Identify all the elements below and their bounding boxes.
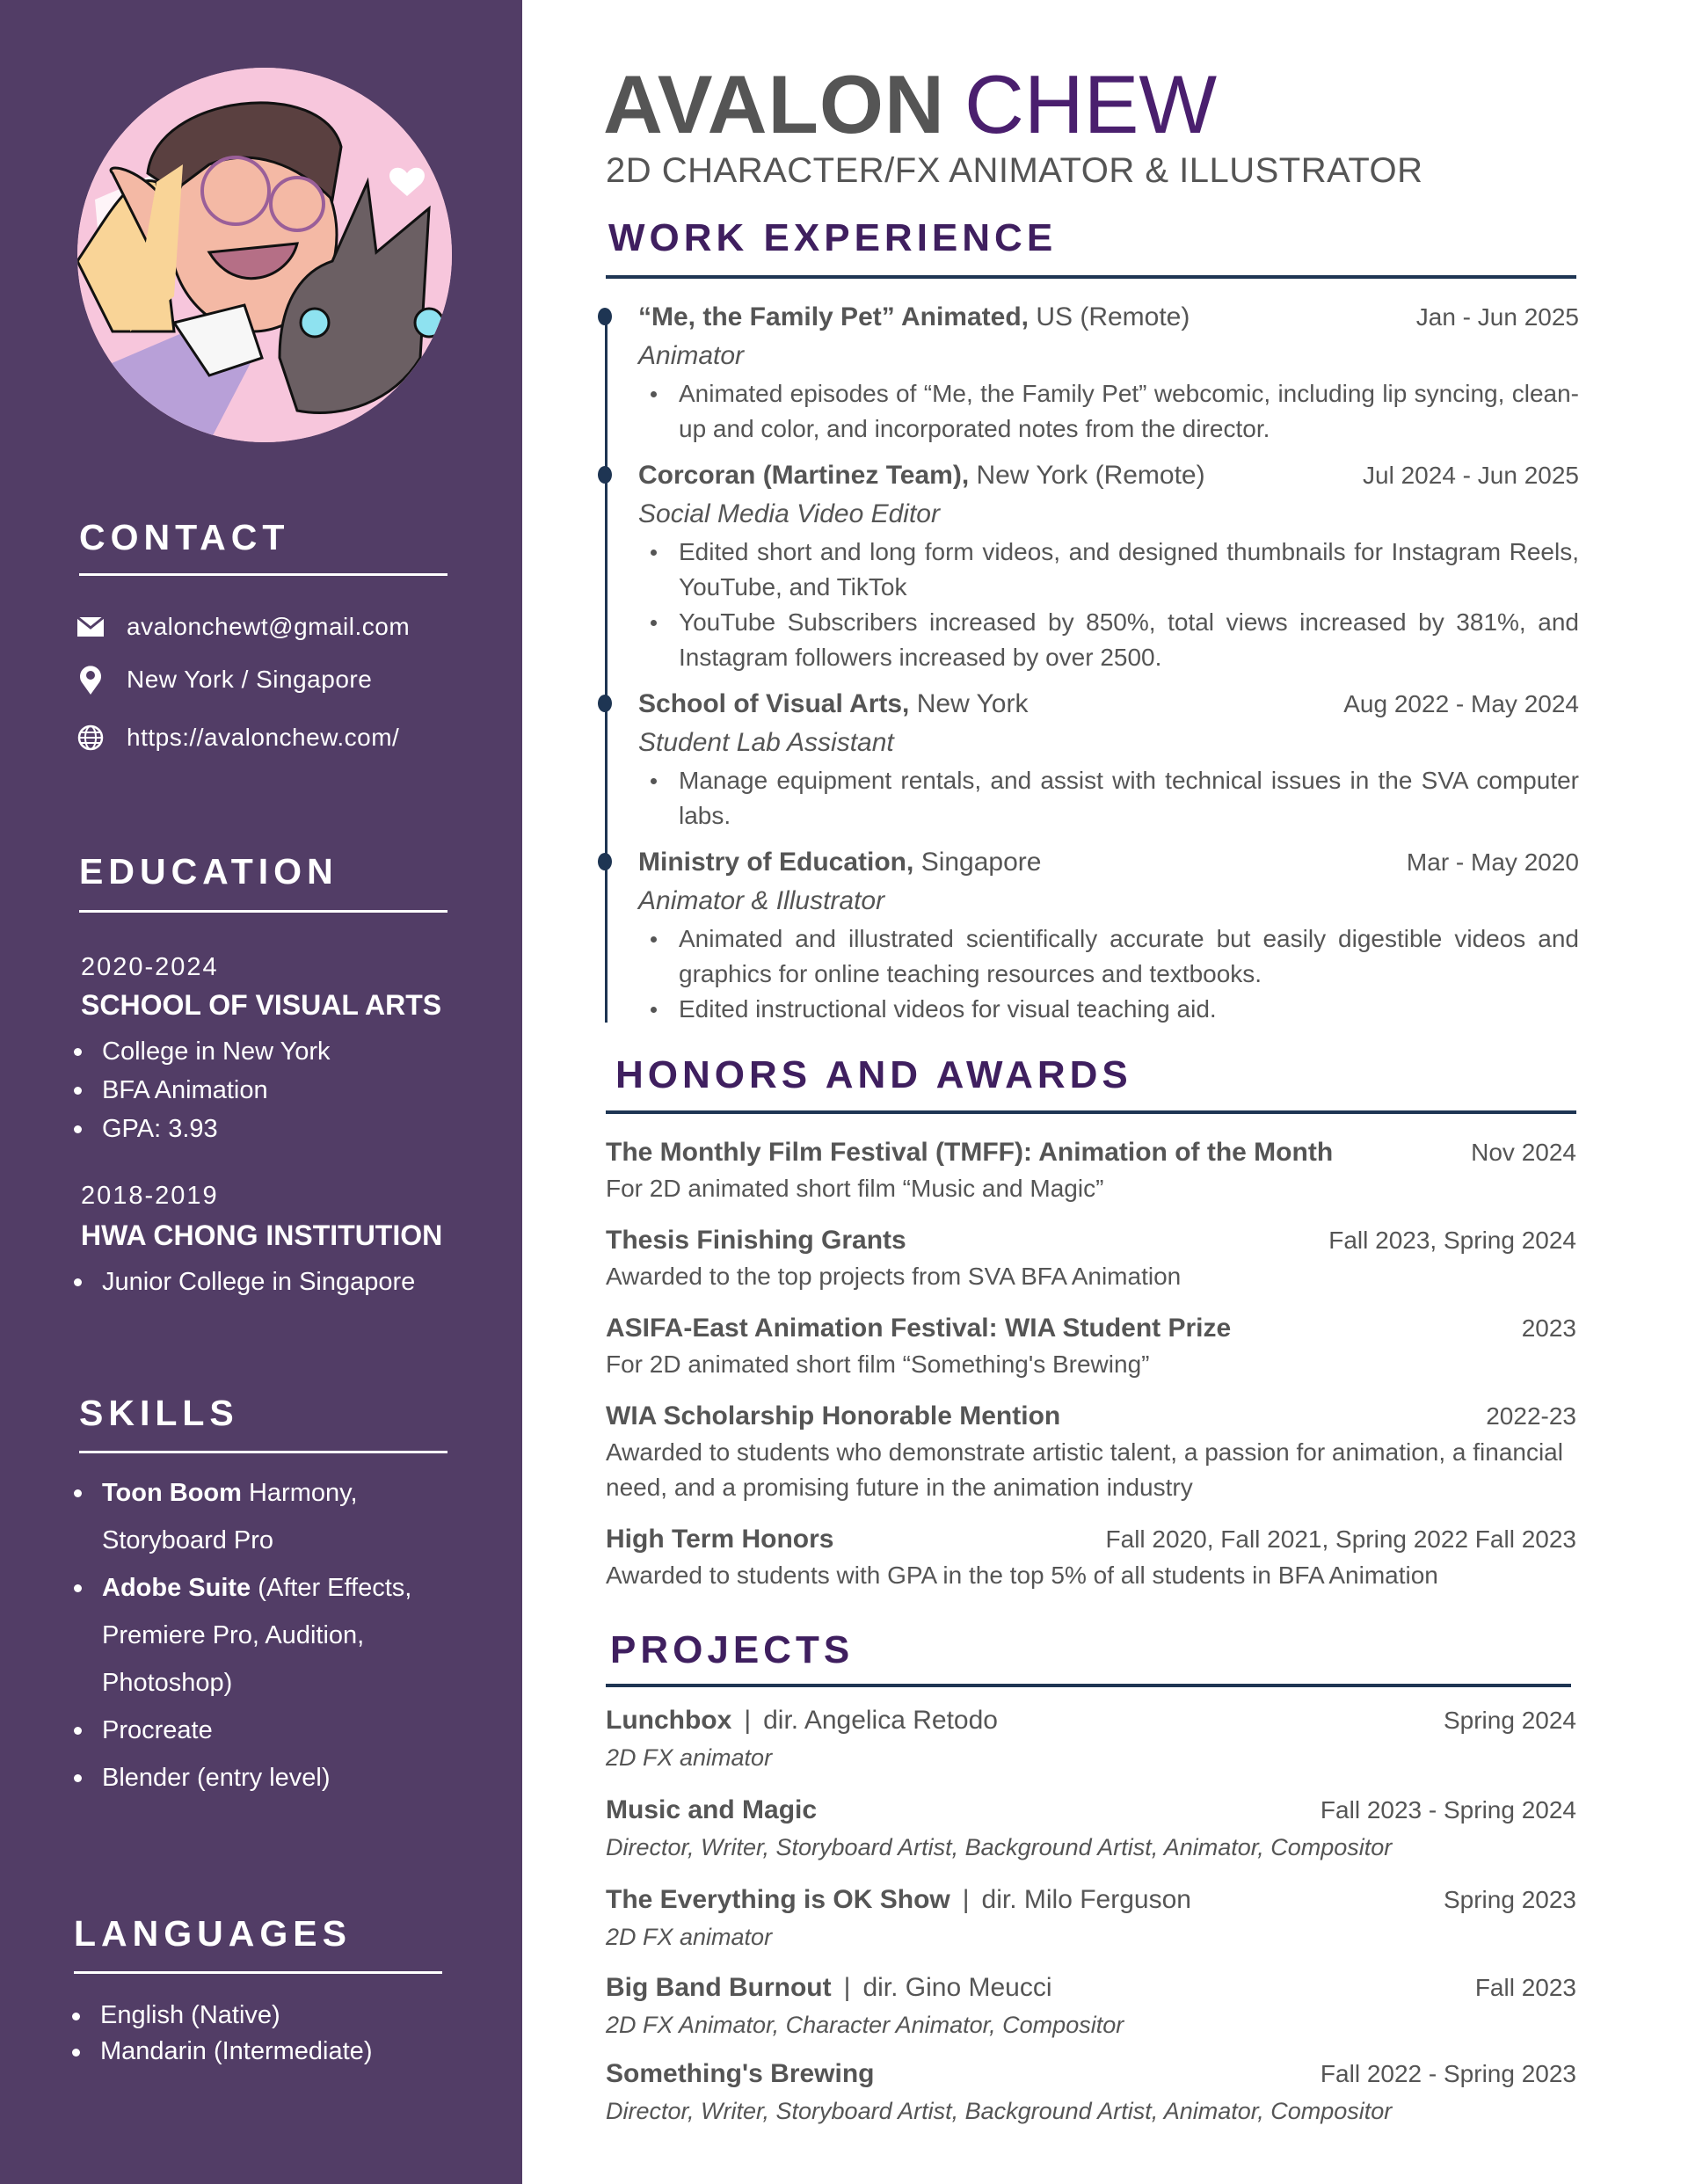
employer-name: Corcoran (Martinez Team),: [638, 461, 970, 490]
honor-title: High Term Honors: [606, 1525, 834, 1554]
timeline-dot: [598, 308, 612, 325]
skill-detail: (After Effects,: [251, 1574, 412, 1602]
work-entry-header: [638, 457, 1579, 494]
languages-divider: [74, 1971, 442, 1974]
project-roles: 2D FX animator: [606, 1744, 773, 1771]
work-bullet: Animated and illustrated scientifically accurate but easily digestible videos and graphics for online teaching resources and textbooks.: [638, 921, 1579, 992]
education-details-list: [70, 1032, 331, 1148]
project-title-line: [606, 2056, 875, 2093]
work-bullets: [638, 376, 1579, 447]
work-entry-org-line: [638, 299, 1190, 336]
skill-detail: Blender (entry level): [102, 1764, 331, 1792]
education-heading: EDUCATION: [79, 851, 338, 892]
skill-item: [70, 1707, 411, 1754]
email-text[interactable]: avalonchewt@gmail.com: [127, 613, 411, 640]
skills-heading: SKILLS: [79, 1393, 239, 1433]
work-bullets: [638, 535, 1579, 675]
language-item: Mandarin (Intermediate): [69, 2034, 372, 2070]
work-location: Singapore: [913, 848, 1042, 877]
contact-location: [76, 665, 372, 695]
honor-entry: [606, 1310, 1576, 1382]
honor-description: For 2D animated short film “Music and Magic”: [606, 1175, 1104, 1202]
project-date: Spring 2024: [1443, 1707, 1576, 1734]
project-entry: [606, 1969, 1576, 2043]
work-entry: [638, 299, 1579, 447]
skill-detail: Procreate: [102, 1716, 213, 1744]
work-entry: [638, 686, 1579, 834]
sidebar: [0, 0, 522, 2184]
work-bullet: Animated episodes of “Me, the Family Pet” webcomic, including lip syncing, clean-up and color, and incorporated notes from the director.: [638, 376, 1579, 447]
work-bullet: Edited instructional videos for visual teaching aid.: [638, 992, 1579, 1027]
map-pin-icon: [76, 665, 106, 695]
honor-header: [606, 1222, 1576, 1259]
location-text: New York / Singapore: [127, 666, 373, 693]
separator: |: [962, 1885, 970, 1914]
page-title: [603, 56, 1217, 153]
work-date: Jul 2024 - Jun 2025: [1363, 462, 1579, 489]
timeline-dot: [598, 853, 612, 870]
work-role: Animator: [638, 341, 745, 370]
work-date: Mar - May 2020: [1406, 848, 1579, 876]
work-entry-header: [638, 299, 1579, 336]
project-title: Big Band Burnout: [606, 1973, 832, 2002]
project-header: [606, 1882, 1576, 1918]
project-header: [606, 1792, 1576, 1829]
projects-divider: [606, 1684, 1571, 1687]
skill-item: [70, 1469, 411, 1517]
honor-title: ASIFA-East Animation Festival: WIA Student Prize: [606, 1314, 1232, 1343]
work-entry-org-line: [638, 457, 1205, 494]
last-name: CHEW: [964, 58, 1218, 150]
separator: |: [744, 1706, 752, 1735]
work-date: Jan - Jun 2025: [1415, 303, 1579, 331]
honor-date: 2023: [1521, 1314, 1576, 1342]
education-school: SCHOOL OF VISUAL ARTS: [81, 989, 442, 1021]
skill-detail: Premiere Pro, Audition,: [102, 1621, 365, 1649]
honor-entry: [606, 1398, 1576, 1505]
education-school: HWA CHONG INSTITUTION: [81, 1219, 443, 1251]
work-bullet: Manage equipment rentals, and assist with technical issues in the SVA computer labs.: [638, 763, 1579, 834]
skill-item: [70, 1659, 411, 1707]
contact-divider: [79, 573, 447, 576]
honors-heading: HONORS AND AWARDS: [615, 1053, 1132, 1096]
project-roles: 2D FX animator: [606, 1924, 773, 1950]
project-entry: [606, 2056, 1576, 2129]
honor-entry: [606, 1134, 1576, 1206]
honor-entry: [606, 1222, 1576, 1294]
work-bullets: [638, 763, 1579, 834]
honor-date: Fall 2020, Fall 2021, Spring 2022 Fall 2023: [1105, 1525, 1576, 1553]
employer-name: “Me, the Family Pet” Animated,: [638, 302, 1029, 331]
work-experience-heading: WORK EXPERIENCE: [608, 216, 1058, 259]
work-entry-header: [638, 844, 1579, 881]
education-divider: [79, 910, 447, 913]
globe-icon: [76, 723, 106, 753]
project-title: Music and Magic: [606, 1795, 818, 1824]
education-years: 2018-2019: [81, 1182, 219, 1210]
work-entry: [638, 844, 1579, 1027]
project-roles: 2D FX Animator, Character Animator, Compositor: [606, 2012, 1124, 2038]
project-date: Fall 2023 - Spring 2024: [1320, 1796, 1576, 1824]
project-title: Something's Brewing: [606, 2059, 875, 2088]
honors-divider: [606, 1110, 1576, 1114]
education-details-list: [70, 1263, 415, 1301]
timeline-line: [605, 317, 608, 1023]
honor-header: [606, 1310, 1576, 1347]
project-roles: Director, Writer, Storyboard Artist, Background Artist, Animator, Compositor: [606, 1834, 1393, 1860]
work-role: Student Lab Assistant: [638, 728, 894, 757]
work-bullet: Edited short and long form videos, and designed thumbnails for Instagram Reels, YouTube, and TikTok: [638, 535, 1579, 605]
work-entry-org-line: [638, 844, 1041, 881]
envelope-icon: [76, 612, 106, 642]
honor-description: Awarded to the top projects from SVA BFA Animation: [606, 1263, 1182, 1290]
work-location: US (Remote): [1028, 302, 1190, 331]
honor-title: WIA Scholarship Honorable Mention: [606, 1401, 1061, 1431]
education-detail-item: College in New York: [70, 1032, 331, 1071]
project-title: The Everything is OK Show: [606, 1885, 950, 1914]
contact-website[interactable]: [76, 723, 399, 753]
work-date: Aug 2022 - May 2024: [1343, 690, 1579, 717]
project-director: dir. Angelica Retodo: [763, 1706, 998, 1735]
project-header: [606, 2056, 1576, 2093]
honor-date: Fall 2023, Spring 2024: [1328, 1227, 1576, 1254]
contact-heading: CONTACT: [79, 517, 290, 557]
timeline-dot: [598, 466, 612, 484]
project-title-line: [606, 1969, 1052, 2006]
honor-entry: [606, 1521, 1576, 1593]
work-bullet: YouTube Subscribers increased by 850%, total views increased by 381%, and Instagram followers increased by over 2500.: [638, 605, 1579, 675]
skills-list: [70, 1469, 411, 1802]
project-date: Spring 2023: [1443, 1886, 1576, 1913]
honor-description: Awarded to students with GPA in the top 5% of all students in BFA Animation: [606, 1562, 1438, 1589]
employer-name: Ministry of Education,: [638, 848, 914, 877]
work-location: New York: [909, 689, 1029, 718]
skill-name: Adobe Suite: [102, 1574, 251, 1602]
project-header: [606, 1969, 1576, 2006]
honor-title: The Monthly Film Festival (TMFF): Animation of the Month: [606, 1138, 1334, 1167]
honor-description: For 2D animated short film “Something's Brewing”: [606, 1350, 1150, 1378]
skills-divider: [79, 1451, 447, 1453]
languages-heading: LANGUAGES: [74, 1913, 352, 1954]
work-entry-org-line: [638, 686, 1028, 723]
work-role: Animator & Illustrator: [638, 886, 885, 915]
education-detail-item: BFA Animation: [70, 1071, 331, 1110]
honor-date: 2022-23: [1486, 1402, 1576, 1430]
project-roles: Director, Writer, Storyboard Artist, Background Artist, Animator, Compositor: [606, 2098, 1393, 2124]
project-director: dir. Milo Ferguson: [981, 1885, 1191, 1914]
skill-detail: Storyboard Pro: [102, 1526, 274, 1554]
website-link[interactable]: https://avalonchew.com/: [127, 724, 400, 751]
project-director: dir. Gino Meucci: [862, 1973, 1052, 2002]
honor-header: [606, 1521, 1576, 1558]
job-subtitle: 2D CHARACTER/FX ANIMATOR & ILLUSTRATOR: [606, 151, 1423, 190]
skill-item: [70, 1612, 411, 1659]
project-title-line: [606, 1792, 817, 1829]
contact-email[interactable]: [76, 612, 410, 642]
first-name: AVALON: [603, 58, 945, 150]
work-bullets: [638, 921, 1579, 1027]
honor-date: Nov 2024: [1471, 1139, 1576, 1166]
work-role: Social Media Video Editor: [638, 499, 940, 528]
skill-item: [70, 1564, 411, 1612]
skill-item: [70, 1754, 411, 1802]
work-divider: [606, 275, 1576, 279]
project-entry: [606, 1792, 1576, 1866]
language-item: English (Native): [69, 1998, 372, 2034]
work-location: New York (Remote): [969, 461, 1205, 490]
honor-header: [606, 1398, 1576, 1435]
project-entry: [606, 1702, 1576, 1776]
project-date: Fall 2023: [1474, 1974, 1576, 2001]
separator: |: [843, 1973, 851, 2002]
skill-item: [70, 1517, 411, 1564]
skill-detail: Harmony,: [241, 1479, 358, 1507]
project-title-line: [606, 1882, 1191, 1918]
employer-name: School of Visual Arts,: [638, 689, 910, 718]
honor-title: Thesis Finishing Grants: [606, 1226, 906, 1255]
project-entry: [606, 1882, 1576, 1955]
work-entry: [638, 457, 1579, 675]
projects-heading: PROJECTS: [610, 1628, 855, 1671]
education-detail-item: Junior College in Singapore: [70, 1263, 415, 1301]
languages-list: [69, 1998, 372, 2070]
timeline-dot: [598, 695, 612, 712]
project-title-line: [606, 1702, 998, 1739]
skill-name: Toon Boom: [102, 1479, 242, 1507]
education-years: 2020-2024: [81, 953, 219, 981]
education-detail-item: GPA: 3.93: [70, 1110, 331, 1148]
project-header: [606, 1702, 1576, 1739]
honor-description: Awarded to students who demonstrate artistic talent, a passion for animation, a financial need, and a promising future in the animation industry: [606, 1438, 1563, 1501]
work-entry-header: [638, 686, 1579, 723]
project-title: Lunchbox: [606, 1706, 732, 1735]
skill-detail: Photoshop): [102, 1669, 233, 1697]
project-date: Fall 2022 - Spring 2023: [1320, 2060, 1576, 2087]
profile-avatar-illustration: [77, 68, 452, 442]
honor-header: [606, 1134, 1576, 1171]
